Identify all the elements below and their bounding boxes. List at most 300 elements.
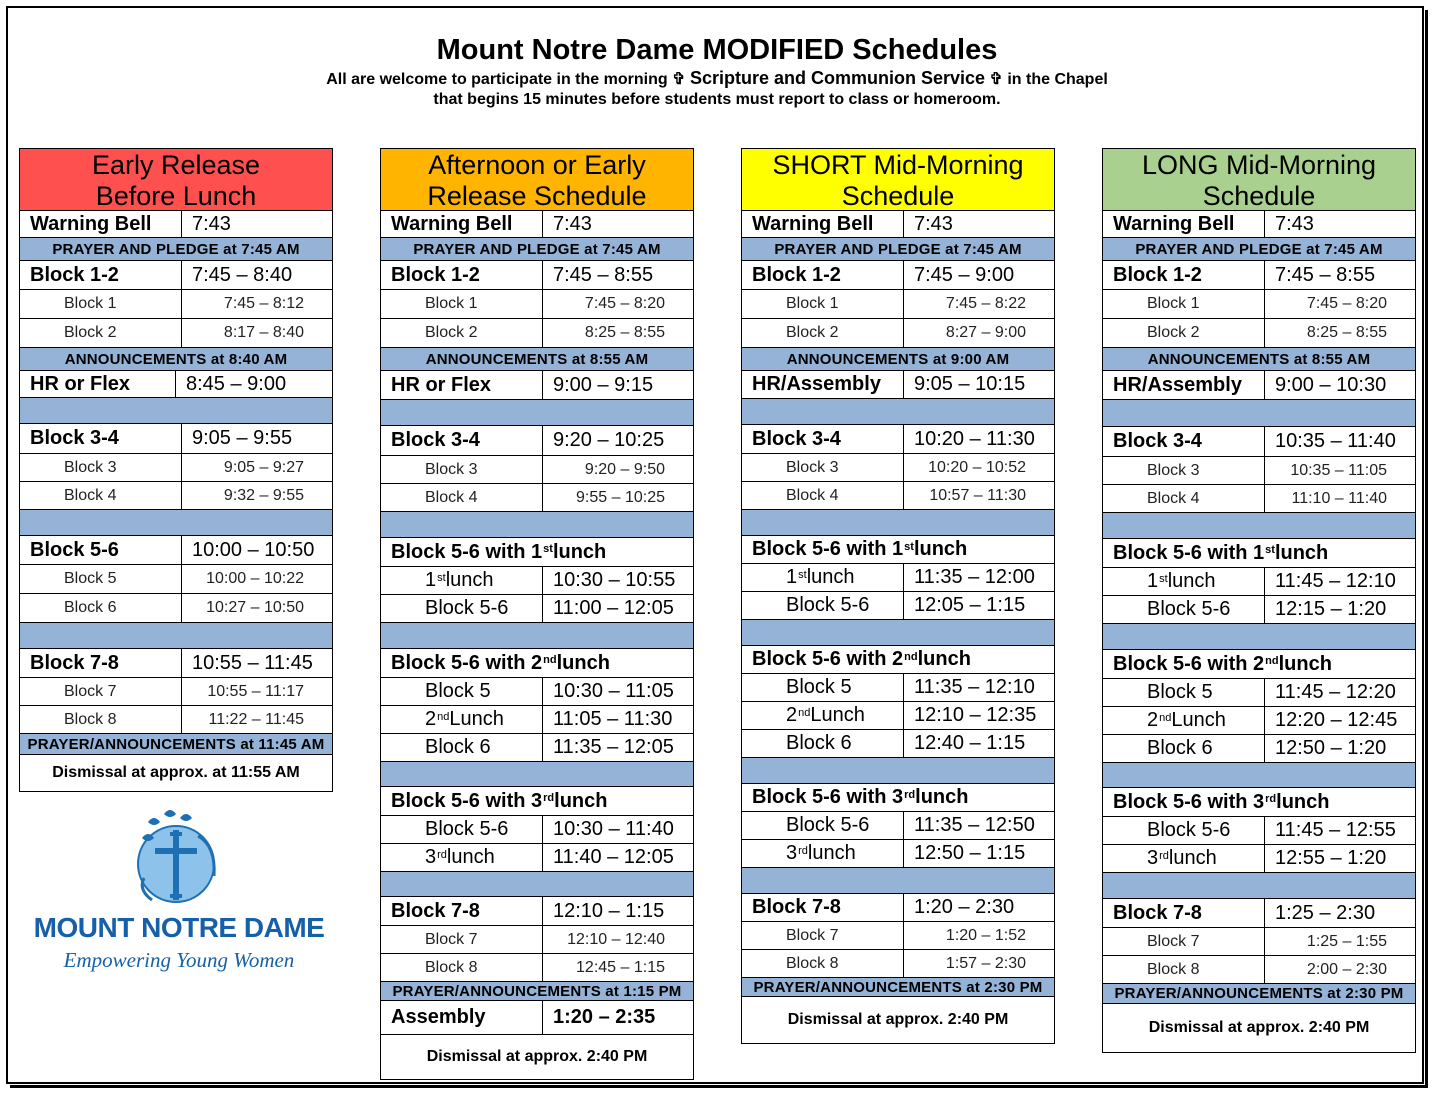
row-time: 10:00 – 10:50 xyxy=(192,538,315,561)
prayer-bar: PRAYER AND PLEDGE at 7:45 AM xyxy=(381,238,693,261)
schedule-row xyxy=(20,649,332,678)
row-label-suffix: lunch xyxy=(1278,652,1332,675)
row-time: 8:45 – 9:00 xyxy=(186,372,287,395)
row-label: HR or Flex xyxy=(20,371,176,397)
prayer-announcements-bar: PRAYER/ANNOUNCEMENTS at 1:15 PM xyxy=(381,982,693,1001)
spacer-bar xyxy=(20,510,332,536)
row-time: 11:35 – 12:10 xyxy=(914,676,1035,698)
row-label: Block 5-6 with 1 xyxy=(1113,541,1265,564)
row-label: Block 3-4 xyxy=(1103,427,1265,456)
schedule-row xyxy=(381,261,693,290)
row-time: 8:27 – 9:00 xyxy=(945,324,1026,341)
row-label-suffix: lunch xyxy=(917,648,971,670)
row-time: 11:22 – 11:45 xyxy=(208,710,304,728)
lunch-group-header xyxy=(742,646,1054,674)
schedule-row xyxy=(381,734,693,762)
row-time: 12:10 – 12:40 xyxy=(567,930,665,948)
schedule-row xyxy=(1103,956,1415,984)
row-label-num: 3 xyxy=(1147,847,1159,869)
schedule-row xyxy=(1103,845,1415,873)
row-label: Block 1-2 xyxy=(1103,261,1265,289)
lunch-group-header xyxy=(381,787,693,816)
row-time: 9:05 – 9:27 xyxy=(223,458,304,476)
row-label-suffix: Lunch xyxy=(449,708,504,730)
row-label-num: 3 xyxy=(786,842,798,864)
row-label-num: 2 xyxy=(425,708,437,730)
schedule-row xyxy=(742,922,1054,950)
row-label-suffix: lunch xyxy=(806,566,855,588)
row-time: 11:10 – 11:40 xyxy=(1291,489,1387,507)
row-time: 12:50 – 1:15 xyxy=(914,842,1026,864)
row-label xyxy=(1103,568,1265,595)
row-time: 11:45 – 12:55 xyxy=(1275,819,1396,841)
schedule-title-line2: Schedule xyxy=(841,181,955,211)
row-label: Block 5-6 xyxy=(1103,817,1265,844)
ordinal-suffix: nd xyxy=(1159,711,1172,724)
prayer-bar: PRAYER AND PLEDGE at 7:45 AM xyxy=(742,238,1054,261)
row-time: 12:10 – 1:15 xyxy=(553,899,665,922)
row-time: 10:57 – 11:30 xyxy=(929,486,1026,504)
schedule-row xyxy=(1103,928,1415,956)
row-label-suffix: Lunch xyxy=(1171,709,1226,731)
schedule-row xyxy=(1103,679,1415,707)
cross-icon: ✞ xyxy=(989,71,1003,88)
row-time: 12:05 – 1:15 xyxy=(914,594,1026,616)
row-time: 10:20 – 10:52 xyxy=(928,458,1026,476)
schedule-row xyxy=(381,484,693,512)
row-time: 1:20 – 2:30 xyxy=(914,896,1015,918)
schedule-row xyxy=(20,678,332,706)
row-time: 1:25 – 2:30 xyxy=(1275,901,1376,924)
row-label-suffix: lunch xyxy=(445,569,494,591)
schedule-row xyxy=(1103,568,1415,596)
prayer-announcements-bar: PRAYER/ANNOUNCEMENTS at 11:45 AM xyxy=(20,734,332,755)
row-time: 7:43 xyxy=(914,212,953,235)
schedule-row xyxy=(1103,817,1415,845)
row-label xyxy=(381,706,543,733)
ordinal-suffix: nd xyxy=(904,650,918,663)
row-time: 8:17 – 8:40 xyxy=(223,324,304,341)
ordinal-suffix: rd xyxy=(543,792,555,804)
schedule-title xyxy=(1103,149,1415,211)
schedule-title xyxy=(381,149,693,211)
row-label-suffix: lunch xyxy=(913,538,968,560)
row-label: Block 2 xyxy=(20,319,182,347)
row-time: 12:10 – 12:35 xyxy=(914,704,1037,726)
prayer-bar: PRAYER AND PLEDGE at 7:45 AM xyxy=(1103,238,1415,261)
row-label-num: 1 xyxy=(425,569,437,591)
row-label: Block 8 xyxy=(381,954,543,981)
prayer-bar: PRAYER AND PLEDGE at 7:45 AM xyxy=(20,238,332,261)
row-label-suffix: lunch xyxy=(1167,570,1216,592)
schedule-row xyxy=(381,954,693,982)
cross-icon: ✞ xyxy=(672,71,686,88)
row-label: Block 6 xyxy=(20,594,182,622)
row-time: 10:00 – 10:22 xyxy=(206,570,304,587)
row-time: 1:20 – 2:35 xyxy=(553,1006,656,1028)
row-label: Block 1-2 xyxy=(742,261,904,289)
schedule-row xyxy=(742,371,1054,399)
row-label-suffix: lunch xyxy=(1274,541,1329,564)
spacer-bar xyxy=(742,868,1054,894)
schedule-row xyxy=(742,812,1054,840)
row-label: Block 1 xyxy=(742,290,904,318)
schedule-row xyxy=(20,371,332,398)
spacer-bar xyxy=(381,623,693,649)
row-label: Block 1 xyxy=(381,290,543,318)
row-time: 7:45 – 9:00 xyxy=(914,263,1015,286)
row-label-suffix: lunch xyxy=(807,842,856,864)
row-label: Warning Bell xyxy=(1103,211,1265,237)
row-label: Block 7-8 xyxy=(742,894,904,921)
row-time: 12:15 – 1:20 xyxy=(1275,598,1387,620)
lunch-group-header xyxy=(742,536,1054,564)
row-time: 10:55 – 11:45 xyxy=(192,651,313,674)
ordinal-suffix: nd xyxy=(543,654,557,666)
schedule-row xyxy=(1103,707,1415,735)
schedule-row xyxy=(1103,211,1415,238)
schedule-row xyxy=(20,565,332,594)
schedule-row xyxy=(20,536,332,565)
spacer-bar xyxy=(1103,513,1415,539)
lunch-group-header xyxy=(1103,650,1415,679)
row-time: 8:25 – 8:55 xyxy=(1306,324,1387,341)
announcements-bar: ANNOUNCEMENTS at 9:00 AM xyxy=(742,348,1054,371)
ordinal-suffix: nd xyxy=(1265,655,1279,667)
row-label: Block 7 xyxy=(20,678,182,705)
row-label: Block 5-6 with 3 xyxy=(391,789,543,812)
row-time: 7:43 xyxy=(192,212,231,235)
spacer-bar xyxy=(20,623,332,649)
row-time: 2:00 – 2:30 xyxy=(1306,960,1387,978)
schedule-row xyxy=(742,840,1054,868)
schedule-row xyxy=(20,261,332,290)
row-time: 10:55 – 11:17 xyxy=(207,682,304,700)
announcements-bar: ANNOUNCEMENTS at 8:40 AM xyxy=(20,348,332,371)
spacer-bar xyxy=(742,758,1054,784)
row-label: Block 4 xyxy=(381,484,543,511)
row-time: 7:45 – 8:20 xyxy=(584,295,665,312)
row-label: Block 6 xyxy=(381,734,543,761)
row-time: 7:45 – 8:40 xyxy=(192,263,293,286)
row-label: Block 8 xyxy=(742,950,904,977)
schedule-row xyxy=(381,319,693,348)
spacer-bar xyxy=(381,762,693,787)
row-label: Block 6 xyxy=(1103,735,1265,762)
spacer-bar xyxy=(381,872,693,897)
row-time: 12:50 – 1:20 xyxy=(1275,737,1387,759)
lunch-group-header xyxy=(381,538,693,567)
schedule-row xyxy=(20,594,332,623)
dismissal-text: Dismissal at approx. 2:40 PM xyxy=(787,1011,1009,1028)
row-label: Block 5 xyxy=(20,565,182,593)
schedule-title-line1: Afternoon or Early xyxy=(428,150,646,180)
row-time: 7:45 – 8:55 xyxy=(553,263,654,286)
row-label: Block 5-6 xyxy=(1103,596,1265,623)
row-time: 12:20 – 12:45 xyxy=(1275,709,1398,731)
schedule-row xyxy=(742,674,1054,702)
row-label: Block 7 xyxy=(1103,928,1265,955)
row-label: Block 5-6 xyxy=(20,536,182,564)
row-label: Block 5-6 xyxy=(742,812,904,839)
row-time: 1:20 – 1:52 xyxy=(945,926,1026,944)
row-time: 11:45 – 12:10 xyxy=(1275,570,1396,592)
row-time: 1:25 – 1:55 xyxy=(1306,932,1387,950)
row-label: Warning Bell xyxy=(20,211,182,237)
page-subtitle xyxy=(0,68,1434,90)
row-time: 7:45 – 8:22 xyxy=(945,295,1026,312)
ordinal-suffix: st xyxy=(904,540,914,553)
row-label-suffix: lunch xyxy=(915,786,969,808)
row-label: Block 7 xyxy=(742,922,904,949)
schedule-title-line1: LONG Mid-Morning xyxy=(1141,150,1377,180)
row-label: Block 7 xyxy=(381,926,543,953)
logo-name: MOUNT NOTRE DAME xyxy=(33,912,325,943)
row-time: 1:57 – 2:30 xyxy=(945,954,1026,972)
schedule-row xyxy=(381,1001,693,1035)
schedule-row xyxy=(381,567,693,595)
row-label: Block 5-6 xyxy=(381,595,543,622)
schedule-row xyxy=(742,730,1054,758)
row-label: Block 5-6 with 1 xyxy=(391,540,543,563)
row-time: 10:35 – 11:05 xyxy=(1290,461,1387,479)
lunch-group-header xyxy=(742,784,1054,812)
spacer-bar xyxy=(742,399,1054,425)
row-time: 11:00 – 12:05 xyxy=(553,597,674,619)
row-label-num: 2 xyxy=(1147,709,1159,731)
prayer-announcements-bar: PRAYER/ANNOUNCEMENTS at 2:30 PM xyxy=(1103,984,1415,1004)
schedule-row xyxy=(742,702,1054,730)
logo-tagline: Empowering Young Women xyxy=(63,948,295,972)
row-label: Block 5-6 with 1 xyxy=(752,538,904,560)
schedule-row xyxy=(742,894,1054,922)
row-time: 11:45 – 12:20 xyxy=(1275,681,1396,703)
schedule-row xyxy=(381,926,693,954)
schedule-row xyxy=(381,211,693,238)
row-time: 12:45 – 1:15 xyxy=(576,958,665,976)
schedule-row xyxy=(20,454,332,482)
spacer-bar xyxy=(742,620,1054,646)
spacer-bar xyxy=(1103,873,1415,899)
announcements-bar: ANNOUNCEMENTS at 8:55 AM xyxy=(381,348,693,371)
row-label-suffix: lunch xyxy=(1168,847,1217,869)
row-label: Block 5 xyxy=(1103,679,1265,706)
schedule-row xyxy=(1103,735,1415,763)
schedule-row xyxy=(742,211,1054,238)
row-time: 9:05 – 10:15 xyxy=(914,373,1026,395)
row-time: 12:40 – 1:15 xyxy=(914,732,1026,754)
row-label: Block 1-2 xyxy=(381,261,543,289)
schedule-afternoon-early-release xyxy=(380,148,694,1080)
row-label xyxy=(742,702,904,729)
ordinal-suffix: st xyxy=(543,543,553,555)
row-time: 7:43 xyxy=(1275,212,1314,235)
schedule-row xyxy=(742,564,1054,592)
row-label: Block 5-6 with 2 xyxy=(752,648,904,670)
row-time: 9:05 – 9:55 xyxy=(192,427,293,449)
cross-emblem-icon xyxy=(24,808,334,912)
lunch-group-header xyxy=(1103,788,1415,817)
row-time: 7:45 – 8:12 xyxy=(223,295,304,312)
row-time: 10:30 – 11:05 xyxy=(553,680,674,702)
row-label-num: 2 xyxy=(786,704,798,726)
schedule-title-line1: SHORT Mid-Morning xyxy=(772,150,1024,180)
schedule-row xyxy=(742,319,1054,348)
dismissal-text: Dismissal at approx. 2:40 PM xyxy=(1148,1019,1370,1036)
row-label-suffix: lunch xyxy=(556,651,610,674)
schedule-row xyxy=(381,426,693,456)
lunch-group-header xyxy=(381,649,693,678)
row-label-suffix: lunch xyxy=(1276,790,1330,813)
row-label: Block 2 xyxy=(742,319,904,347)
row-time: 10:27 – 10:50 xyxy=(206,599,304,616)
row-label: Block 2 xyxy=(1103,319,1265,347)
row-label: Block 4 xyxy=(20,482,182,509)
row-label: Block 5-6 xyxy=(381,816,543,843)
row-time: 10:35 – 11:40 xyxy=(1275,430,1396,452)
ordinal-suffix: rd xyxy=(1265,793,1277,805)
schedule-row xyxy=(20,424,332,454)
row-label: Block 3 xyxy=(381,456,543,483)
row-label-num: 3 xyxy=(425,846,437,868)
row-time: 9:00 – 9:15 xyxy=(553,373,654,396)
ordinal-suffix: rd xyxy=(437,848,447,861)
spacer-bar xyxy=(1103,624,1415,650)
schedule-row xyxy=(381,290,693,319)
row-label: Block 8 xyxy=(1103,956,1265,983)
row-label xyxy=(1103,707,1265,734)
row-time: 10:20 – 11:30 xyxy=(914,427,1035,450)
ordinal-suffix: st xyxy=(1159,572,1168,585)
schedule-row xyxy=(381,456,693,484)
schedule-title-line1: Early Release xyxy=(91,150,261,180)
row-label xyxy=(1103,845,1265,872)
row-label-suffix: lunch xyxy=(446,846,495,868)
row-label: Assembly xyxy=(381,1001,543,1034)
row-label: Block 3-4 xyxy=(381,426,543,455)
schedule-row xyxy=(742,592,1054,620)
row-label: Block 1-2 xyxy=(20,261,182,289)
row-time: 11:35 – 12:50 xyxy=(914,814,1035,836)
row-label: Block 3 xyxy=(20,454,182,481)
spacer-bar xyxy=(381,400,693,426)
subtitle-intro: All are welcome to participate in the morning xyxy=(326,71,668,88)
row-label: Block 4 xyxy=(742,482,904,509)
row-label: Block 3 xyxy=(1103,457,1265,484)
row-label-suffix: lunch xyxy=(554,789,608,812)
row-label: Block 2 xyxy=(381,319,543,347)
row-time: 7:45 – 8:55 xyxy=(1275,263,1376,286)
row-label: HR/Assembly xyxy=(1103,371,1265,399)
row-label-suffix: lunch xyxy=(552,540,607,563)
row-label: Block 5 xyxy=(742,674,904,701)
prayer-announcements-bar: PRAYER/ANNOUNCEMENTS at 2:30 PM xyxy=(742,978,1054,997)
schedule-row xyxy=(381,371,693,400)
row-label: Block 7-8 xyxy=(381,897,543,925)
row-time: 11:05 – 11:30 xyxy=(553,708,673,730)
subtitle-location: in the Chapel xyxy=(1007,71,1108,88)
row-label: HR/Assembly xyxy=(742,371,904,398)
schedule-row xyxy=(20,482,332,510)
schedule-row xyxy=(1103,371,1415,400)
row-time: 7:43 xyxy=(553,212,592,235)
lunch-group-header xyxy=(1103,539,1415,568)
row-label xyxy=(381,567,543,594)
row-label: Warning Bell xyxy=(742,211,904,237)
spacer-bar xyxy=(742,510,1054,536)
schedule-row xyxy=(742,454,1054,482)
row-label: Warning Bell xyxy=(381,211,543,237)
schedule-title-line2: Release Schedule xyxy=(427,181,647,211)
row-label: Block 3-4 xyxy=(20,424,182,453)
row-label: Block 8 xyxy=(20,706,182,733)
schedule-row xyxy=(1103,899,1415,928)
schedule-long-mid-morning xyxy=(1102,148,1416,1053)
schedule-row xyxy=(1103,457,1415,485)
schedule-row xyxy=(381,595,693,623)
schedule-row xyxy=(1103,596,1415,624)
row-label-num: 1 xyxy=(1147,570,1159,592)
row-label: Block 5-6 with 3 xyxy=(1113,790,1265,813)
row-label: Block 5-6 with 2 xyxy=(391,651,543,674)
row-time: 12:55 – 1:20 xyxy=(1275,847,1387,869)
schedule-row xyxy=(1103,261,1415,290)
ordinal-suffix: nd xyxy=(798,706,811,719)
schedule-row xyxy=(1103,427,1415,457)
spacer-bar xyxy=(381,512,693,538)
schedule-row xyxy=(1103,485,1415,513)
ordinal-suffix: rd xyxy=(798,844,808,857)
row-label: Block 5-6 xyxy=(742,592,904,619)
row-label xyxy=(742,840,904,867)
school-logo xyxy=(24,808,334,978)
row-label: Block 7-8 xyxy=(20,649,182,677)
ordinal-suffix: rd xyxy=(1159,849,1169,862)
schedule-title xyxy=(742,149,1054,211)
row-time: 7:45 – 8:20 xyxy=(1306,295,1387,312)
schedule-row xyxy=(1103,290,1415,319)
ordinal-suffix: st xyxy=(437,571,446,584)
row-label: Block 1 xyxy=(20,290,182,318)
row-label: Block 5 xyxy=(381,678,543,705)
announcements-bar: ANNOUNCEMENTS at 8:55 AM xyxy=(1103,348,1415,371)
row-time: 8:25 – 8:55 xyxy=(584,324,665,341)
page-title: Mount Notre Dame MODIFIED Schedules xyxy=(436,34,998,66)
ordinal-suffix: st xyxy=(798,568,807,581)
schedule-row xyxy=(20,319,332,348)
schedule-row xyxy=(20,706,332,734)
row-label: Block 3 xyxy=(742,454,904,481)
row-time: 11:35 – 12:05 xyxy=(553,736,674,758)
schedule-title-line2: Before Lunch xyxy=(95,181,257,211)
schedule-row xyxy=(20,290,332,319)
schedule-short-mid-morning xyxy=(741,148,1055,1044)
row-time: 10:30 – 11:40 xyxy=(553,818,674,840)
schedule-row xyxy=(381,678,693,706)
row-time: 9:20 – 9:50 xyxy=(584,460,665,478)
row-label: Block 7-8 xyxy=(1103,899,1265,927)
schedule-row xyxy=(381,844,693,872)
ordinal-suffix: nd xyxy=(437,710,450,723)
row-time: 9:20 – 10:25 xyxy=(553,429,665,451)
schedule-row xyxy=(742,290,1054,319)
page-header xyxy=(0,32,1434,110)
schedule-row xyxy=(742,261,1054,290)
row-label: Block 3-4 xyxy=(742,425,904,453)
spacer-bar xyxy=(1103,400,1415,427)
row-time: 9:55 – 10:25 xyxy=(576,488,665,506)
row-label xyxy=(742,564,904,591)
